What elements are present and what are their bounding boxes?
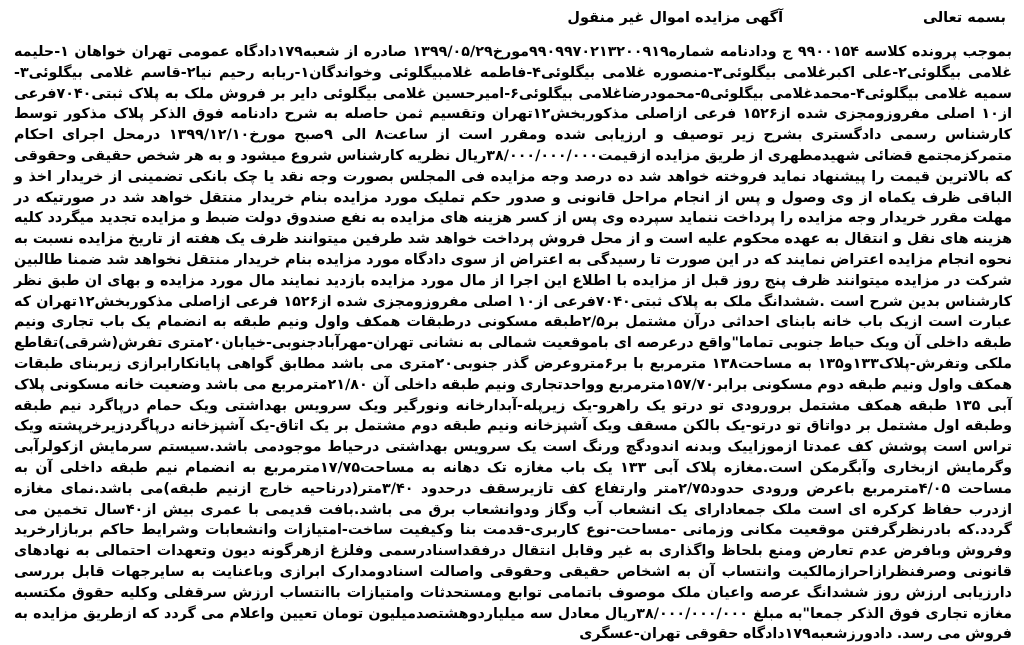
basmala-heading: بسمه تعالی: [923, 10, 1006, 26]
notice-header: [14, 10, 1012, 36]
notice-body-text: بموجب پرونده کلاسه ۹۹۰۰۱۵۴ ج ودادنامه شماره۹۹۰۹۹۷۰۲۱۳۲۰۰۹۱۹مورخ۱۳۹۹/۰۵/۲۹ صادره از شعبه۱۷۹دادگاه عمومی تهران خواهان ۱-حلیمه غلامی بیگلوئی۲-علی اکبرغلامی بیگلوئی۳-منصوره غلامی بیگلوئی۴-فاطمه غلامبیگلوئی وخواندگان۱-ربابه رحیم نیا۲-قاسم غلامی بیگلوئی۳-سمیه غلامی بیگلوئی۴-محمدغلامی بیگلوئی۵-محمودرضاغلامی بیگلوئی۶-امیرحسین غلامی بیگلوئی دایر بر فروش ملک به پلاک ثبتی۷۰۴۰فرعی از۱۰ اصلی مفروزومجزی شده از۱۵۲۶ فرعی ازاصلی مذکوربخش۱۲تهران وتقسیم ثمن حاصله به شرح دادنامه فوق الذکر پلاک مذکور توسط کارشناس رسمی دادگستری بشرح زیر توصیف و ارزیابی شده ومقرر است از ساعت۸ الی ۹صبح مورخ۱۳۹۹/۱۲/۱۰ درمحل اجرای احکام متمرکزمجتمع قضائی شهیدمطهری از طریق مزایده ازقیمت۳۸/۰۰۰/۰۰۰/۰۰۰ریال نظریه کارشناس شروع میشود و به هر شخص حقیقی وحقوقی که بالاترین قیمت را پیشنهاد نماید فروخته خواهد شد ده درصد وجه مزایده فی المجلس بصورت وجه نقد یا چک بانکی تضمینی از خریدار اخذ و الباقی ظرف یکماه از وی وصول و پس از انجام مراحل قانونی و صدور حکم تملیک مورد مزایده بنام خریدار منتقل خواهد شد در صورتیکه در مهلت مقرر خریدار وجه مزایده را پرداخت ننماید سپرده وی پس از کسر هزینه های مزایده به نفع صندوق دولت ضبط و مزایده تجدید میگردد کلیه هزینه های نقل و انتقال به عهده محکوم علیه است و از محل فروش پرداخت خواهد شد طرفین میتوانند ظرف یک هفته از تاریخ مزایده نسبت به نحوه انجام مزایده اعتراض نمایند که در این صورت تا رسیدگی به اعتراض از سوی دادگاه مورد مزایده بنام خریدار منتقل نخواهد شد ضمنا طالبین شرکت در مزایده میتوانند ظرف پنج روز قبل از مزایده با اطلاع این اجرا از مال مورد مزایده بازدید نمایند مال مورد مزایده و بهای ان طبق نظر کارشناس بدین شرح است .ششدانگ ملک به پلاک ثبتی۷۰۴۰فرعی از۱۰ اصلی مفروزومجزی شده از۱۵۲۶ فرعی ازاصلی مذکوربخش۱۲تهران که عبارت است ازیک باب خانه بابنای احداثی درآن مشتمل بر۲/۵طبقه مسکونی درطبقات همکف واول ونیم طبقه به انضمام یک باب تجاری ونیم طبقه داخلی آن ویک حیاط جنوبی تماما"واقع درعرصه ای باموقعیت شمالی به نشانی تهران-مهرآبادجنوبی-خیابان۲۰متری تفرش(شرقی)تقاطع ملکی وتفرش-پلاک۱۳۳و۱۳۵ به مساحت۱۳۸ مترمربع با بر۶متروعرض گذر جنوبی۲۰متری می باشد مطابق گواهی پایانکارابرازی زیربنای طبقات همکف واول ونیم طبقه دوم مسکونی برابر۱۵۷/۷۰مترمربع وواحدتجاری ونیم طبقه داخلی آن ۲۱/۸۰مترمربع می باشد وضعیت خانه مسکونی پلاک آبی ۱۳۵ طبقه همکف مشتمل برورودی تو درتو یک راهرو-یک زیرپله-آبدارخانه ونورگیر ویک سرویس بهداشتی ویک حمام درپاگرد نیم طبقه وطبقه اول مشتمل بر دواتاق تو درتو-یک بالکن مسقف ویک آشپزخانه ونیم طبقه دوم مشتمل بر یک اتاق-یک آشپزخانه درپاگردزیرخرپشته ویک تراس است پوشش کف عمدتا ازموزاییک وبدنه اندودگچ ورنگ است یک سرویس بهداشتی درحیاط موجودمی باشد.سیستم سرمایش ازکولرآبی وگرمایش ازبخاری وآبگرمکن است.مغازه پلاک آبی ۱۳۳ یک باب مغازه تک دهانه به مساحت۱۷/۷۵مترمربع به انضمام نیم طبقه داخلی آن به مساحت ۴/۰۵مترمربع باعرض ورودی حدود۲/۷۵متر وارتفاع کف تازیرسقف درحدود ۳/۴۰متر(درناحیه خارج ازنیم طبقه)می باشد.نمای مغازه ازدرب حفاظ کرکره ای است ملک جمعادارای یک انشعاب آب وگاز ودوانشعاب برق می باشد.بافت قدیمی با عمری بیش از۴۰سال تخمین می گردد.که بادرنظرگرفتن موقعیت مکانی وزمانی -مساحت-نوع کاربری-قدمت بنا وکیفیت ساخت-امتیازات وانشعابات وشرایط حاکم بربازارخرید وفروش وبافرض عدم تعارض ومنع بلحاظ واگذاری به غیر وقابل انتقال درفقداسنادرسمی وفلزغ ازهرگونه دیون وتعهدات احتمالی به نهادهای قانونی وصرفنظرازاحرازمالکیت وانتساب آن به اشخاص حقیقی وحقوقی واصالت اسنادومدارک ابرازی وباعنایت به سایرجهات قابل بررسی دارزیابی ارزش روز ششدانگ عرصه واعیان ملک موصوف باتمامی توابع ومستحدثات وامتیازات باانتساب ارزش سرقفلی وکلیه حقوق مکتسبه مغازه تجاری فوق الذکر جمعا"به مبلغ ۳۸/۰۰۰/۰۰۰/۰۰۰ریال معادل سه میلیاردوهشتصدمیلیون تومان تعیین واعلام می گردد که ازطریق مزایده به فروش می رسد. دادورزشعبه۱۷۹دادگاه حقوقی تهران-عسگری: [14, 44, 1013, 643]
notice-title: آگهی مزایده اموال غیر منقول: [567, 10, 784, 26]
